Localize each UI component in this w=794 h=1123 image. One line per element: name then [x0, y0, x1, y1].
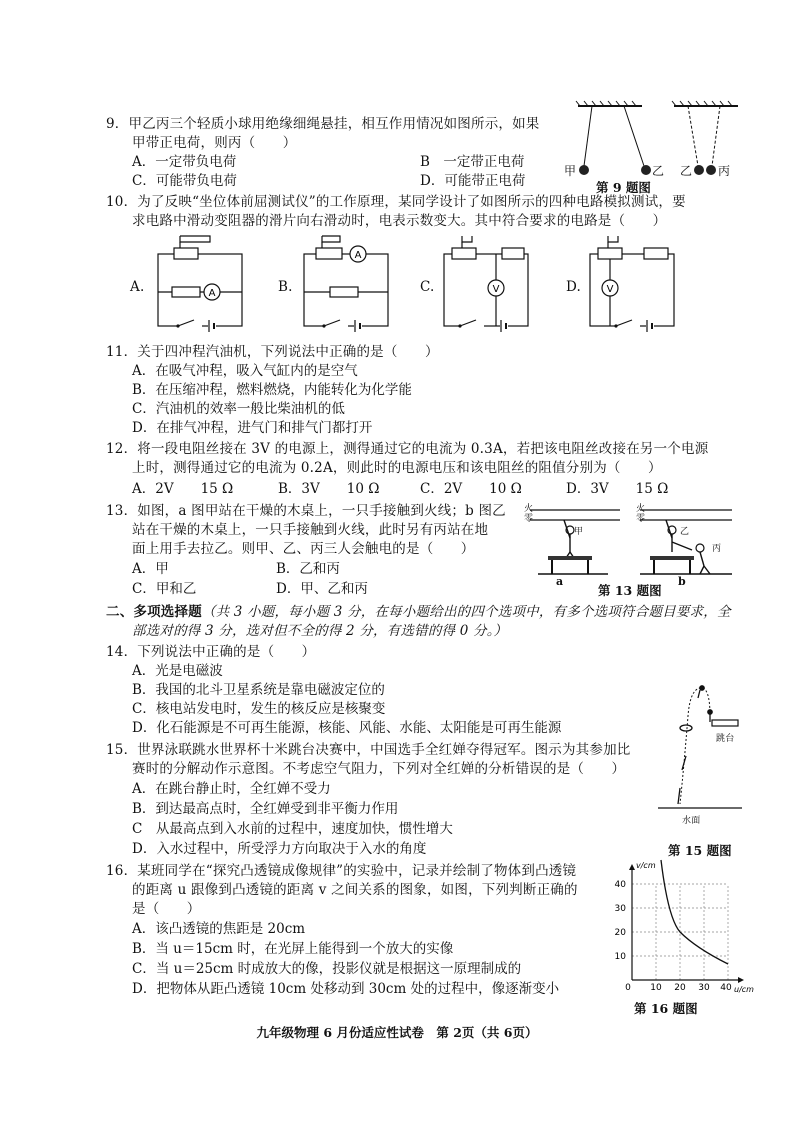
q16-ylabel: v/cm: [636, 861, 656, 870]
q9-caption: 第 9 题图: [596, 180, 651, 195]
q12-option-a: A．2V 15 Ω: [132, 481, 234, 497]
q16-xtick-30: 30: [698, 983, 710, 993]
section2-title: 二、多项选择题: [106, 604, 202, 620]
q16-stem-line3: 是（ ）: [132, 901, 201, 917]
q15-platform-label: 跳台: [716, 734, 735, 744]
q16-ytick-40: 40: [614, 880, 626, 890]
q16-xtick-10: 10: [650, 983, 662, 993]
q13-fire-label-a: 火: [524, 504, 534, 514]
q9-label-jia: 甲: [564, 164, 577, 178]
q10-circuit-b: [296, 232, 396, 332]
q13-stem-line1: 13．如图，a 图甲站在干燥的木桌上，一只手接触到火线；b 图乙: [106, 503, 506, 519]
q15-option-a: A．在跳台静止时，全红婵不受力: [132, 781, 331, 797]
q16-xtick-0: 0: [625, 983, 631, 993]
q10-circuit-a: [150, 232, 250, 332]
q11-stem: 11．关于四冲程汽油机，下列说法中正确的是（ ）: [106, 344, 439, 360]
q13-option-c: C．甲和乙: [132, 581, 197, 597]
q16-option-a: A．该凸透镜的焦距是 20cm: [132, 921, 306, 937]
q9-label-bing: 丙: [718, 164, 731, 178]
q10-c-meter-label: V: [492, 284, 500, 295]
page-footer: 九年级物理 6 月份适应性试卷 第 2页（共 6页）: [256, 1025, 538, 1040]
q14-stem: 14．下列说法中正确的是（ ）: [106, 644, 316, 660]
q14-option-c: C．核电站发电时，发生的核反应是核聚变: [132, 701, 386, 717]
q9-option-a: A．一定带负电荷: [132, 154, 237, 170]
q15-figure: [650, 676, 745, 826]
q13-caption: 第 13 题图: [598, 583, 662, 598]
q16-ytick-30: 30: [614, 904, 626, 914]
q13-zero-label-a: 零: [524, 514, 534, 524]
q16-ytick-10: 10: [614, 952, 626, 962]
q13-label-yi: 乙: [680, 527, 690, 537]
section2-desc-line2: 部选对的得 3 分，选对但不全的得 2 分，有选错的得 0 分。）: [132, 623, 508, 639]
q10-stem-line1: 10．为了反映“坐位体前屈测试仪”的工作原理，某同学设计了如图所示的四种电路模拟测试，要: [106, 194, 686, 210]
q13-label-a: a: [556, 575, 564, 588]
q10-a-meter-label: A: [208, 288, 216, 299]
q16-xtick-40: 40: [720, 983, 732, 993]
q13-stem-line2: 站在干燥的木桌上，一只手接触到火线，此时另有丙站在地: [132, 522, 489, 538]
q16-option-c: C．当 u＝25cm 时成放大的像，投影仪就是根据这一原理制成的: [132, 961, 522, 977]
q15-water-label: 水面: [682, 816, 701, 826]
q15-stem-line1: 15．世界泳联跳水世界杯十米跳台决赛中，中国选手全红婵夺得冠军。图示为其参加比: [106, 742, 631, 758]
q9-option-b: B 一定带正电荷: [420, 154, 525, 170]
q11-option-c: C．汽油机的效率一般比柴油机的低: [132, 401, 345, 417]
q10-label-a: A.: [130, 279, 145, 295]
section2-desc-line1: （共 3 小题，每小题 3 分，在每小题给出的四个选项中，有多个选项符合题目要求，全: [201, 604, 731, 620]
q10-circuit-d: [582, 232, 682, 332]
q12-stem-line1: 12．将一段电阻丝接在 3V 的电源上，测得通过它的电流为 0.3A，若把该电阻丝改接在另一个电源: [106, 441, 709, 457]
q16-caption: 第 16 题图: [634, 1001, 698, 1016]
q13-option-d: D．甲、乙和丙: [276, 581, 368, 597]
q13-label-bing: 丙: [712, 544, 722, 554]
q15-option-d: D．入水过程中，所受浮力方向取决于入水的角度: [132, 841, 427, 857]
q13-fire-label-b: 火: [636, 504, 646, 514]
q13-zero-label-b: 零: [636, 514, 646, 524]
q10-label-d: D.: [566, 279, 582, 295]
q10-label-c: C.: [420, 279, 435, 295]
q11-option-b: B．在压缩冲程，燃料燃烧，内能转化为化学能: [132, 382, 412, 398]
q13-label-jia: 甲: [574, 527, 584, 537]
q14-option-a: A．光是电磁波: [132, 663, 223, 679]
q16-xlabel: u/cm: [734, 985, 754, 994]
q10-label-b: B.: [278, 279, 293, 295]
q13-stem-line3: 面上用手去拉乙。则甲、乙、丙三人会触电的是（ ）: [132, 541, 475, 557]
q9-label-yi: 乙: [652, 164, 665, 178]
q16-ytick-20: 20: [614, 928, 626, 938]
q16-option-d: D．把物体从距凸透镜 10cm 处移动到 30cm 处的过程中，像逐渐变小: [132, 981, 560, 997]
q12-option-d: D．3V 15 Ω: [566, 481, 669, 497]
q13-option-a: A．甲: [132, 561, 169, 577]
q9-option-c: C．可能带负电荷: [132, 173, 237, 189]
q16-graph: [610, 858, 760, 998]
q9-option-d: D．可能带正电荷: [420, 173, 526, 189]
q14-option-b: B．我国的北斗卫星系统是靠电磁波定位的: [132, 682, 385, 698]
q16-xtick-20: 20: [674, 983, 686, 993]
q16-stem-line2: 的距离 u 跟像到凸透镜的距离 v 之间关系的图象，如图，下列判断正确的: [132, 882, 578, 898]
q12-stem-line2: 上时，测得通过它的电流为 0.2A，则此时的电源电压和该电阻丝的阻值分别为（ ）: [132, 460, 662, 476]
q11-option-a: A．在吸气冲程，吸入气缸内的是空气: [132, 363, 358, 379]
q16-stem-line1: 16．某班同学在“探究凸透镜成像规律”的实验中，记录并绘制了物体到凸透镜: [106, 863, 577, 879]
q12-option-b: B．3V 10 Ω: [278, 481, 380, 497]
q10-circuit-c: [436, 232, 536, 332]
q11-option-d: D．在排气冲程，进气门和排气门都打开: [132, 420, 373, 436]
q13-figure: [520, 498, 740, 588]
q9-stem-line1: 9．甲乙丙三个轻质小球用绝缘细绳悬挂，相互作用情况如图所示，如果: [106, 116, 540, 132]
q15-caption: 第 15 题图: [668, 843, 732, 858]
q15-option-c: C 从最高点到入水前的过程中，速度加快，惯性增大: [132, 821, 453, 837]
q9-label-yi2: 乙: [680, 164, 693, 178]
q14-option-d: D．化石能源是不可再生能源，核能、风能、水能、太阳能是可再生能源: [132, 720, 562, 736]
q16-option-b: B．当 u＝15cm 时，在光屏上能得到一个放大的实像: [132, 941, 454, 957]
q15-option-b: B．到达最高点时，全红婵受到非平衡力作用: [132, 801, 399, 817]
q10-stem-line2: 求电路中滑动变阻器的滑片向右滑动时，电表示数变大。其中符合要求的电路是（ ）: [132, 213, 667, 229]
q10-b-meter-label: A: [354, 250, 362, 261]
q13-option-b: B．乙和丙: [276, 561, 340, 577]
q13-label-b: b: [678, 575, 686, 588]
q12-option-c: C．2V 10 Ω: [420, 481, 522, 497]
q10-d-meter-label: V: [606, 284, 614, 295]
q9-stem-line2: 甲带正电荷，则丙（ ）: [132, 135, 297, 151]
section2-header: [106, 603, 731, 621]
q15-stem-line2: 赛时的分解动作示意图。不考虑空气阻力，下列对全红婵的分析错误的是（ ）: [132, 761, 626, 777]
